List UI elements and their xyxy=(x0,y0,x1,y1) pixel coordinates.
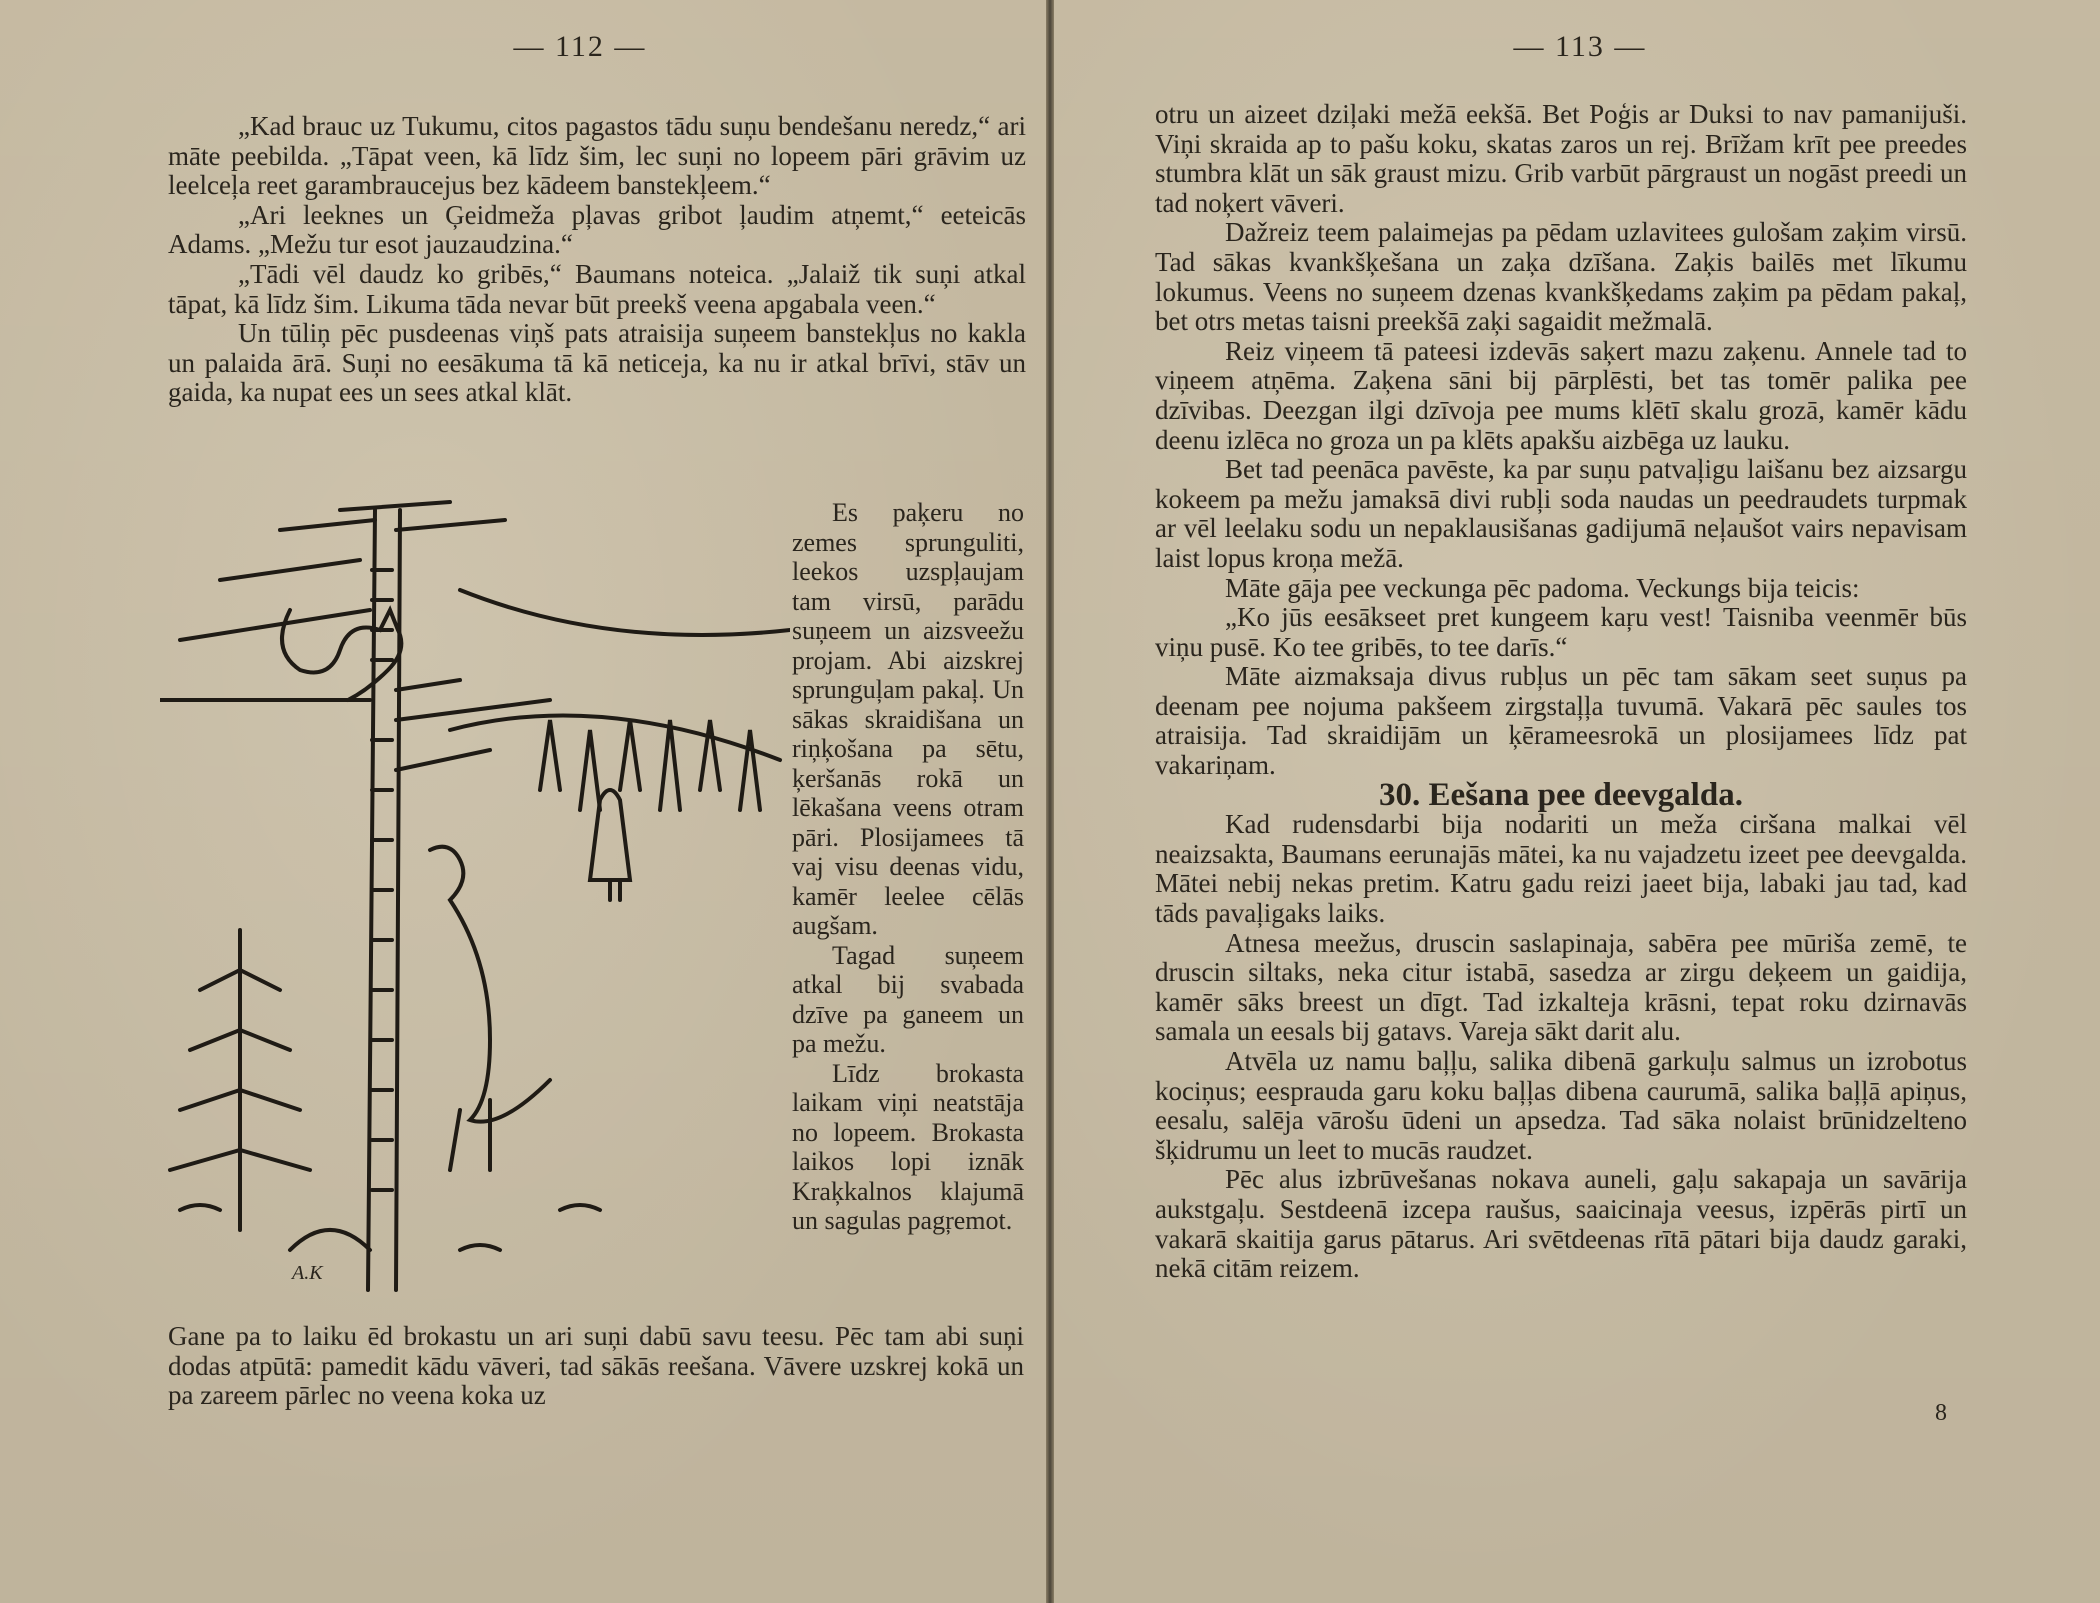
paragraph: Atnesa meežus, druscin saslapinaja, sabēra pee mūriša zemē, te druscin siltaks, neka citur istabā, sasedza ar zirgu deķeem un gaidija, kamēr sāks breest un dīgt. Tad izkalteja krāsni, tepat roku dzirnavās samala un eesals bij gatavs. Vareja sākt darit alu. xyxy=(1155,927,1967,1047)
paragraph: Un tūliņ pēc pusdeenas viņš pats atraisija suņeem banstekļus no kakla un palaida ārā. Suņi no eesākuma tā kā neticeja, ka nu ir atkal brīvi, stāv un gaida, ka nupat ees un sees atkal klāt. xyxy=(168,318,1026,408)
squirrel-dog-drawing xyxy=(160,490,790,1320)
paragraph: Māte aizmaksaja divus rubļus un pēc tam sākam seet suņus pa deenam pee nojuma pakšeem zirgstaļļa tuvumā. Vakarā pēc saules tos atraisija. Tad skraidijām un ķērameesrokā un plosijamees līdz pat vakariņam. xyxy=(1155,661,1967,781)
paragraph: Dažreiz teem palaimejas pa pēdam uzlavitees gulošam zaķim virsū. Tad sākas kvankšķešana un zaķa dzīšana. Zaķis bailēs met līkumu lokumus. Veens no suņeem dzenas kvankšķedams zaķim pa pēdam pakaļ, bet otrs metas taisni preekšā zaķi sagaidit mežmalā. xyxy=(1155,217,1967,337)
forest-illustration xyxy=(160,490,790,1320)
book-gutter xyxy=(1046,0,1054,1603)
paragraph: Es paķeru no zemes sprunguliti, leekos uzspļaujam tam virsū, parādu suņeem un aizsveežu projam. Abi aizskrej sprunguļam pakaļ. Un sākas skraidišana un riņķošana pa sētu, ķeršanās rokā un lēkašana veens otram pāri. Plosijamees tā vaj visu deenas vidu, kamēr leelee cēlās augšam. xyxy=(792,498,1024,940)
paragraph: Gane pa to laiku ēd brokastu un ari suņi dabū savu teesu. Pēc tam abi suņi dodas atpūtā: pamedit kādu vāveri, tad sākās reešana. Vāvere uzskrej kokā un pa zareem pārlec no veena koka uz xyxy=(168,1321,1024,1411)
page-number-right: — 113 — xyxy=(1513,30,1647,63)
left-top-text xyxy=(168,112,1026,408)
paragraph: Bet tad peenāca pavēste, ka par suņu patvaļigu laišanu bez aizsargu kokeem pa mežu jamaksā divi rubļi soda naudas un peedraudets turpmak ar vēl leelaku sodu un nepaklausišanas gadijumā neļaušot vairs nepavisam laist lopus kroņa mežā. xyxy=(1155,454,1967,573)
signature-mark: 8 xyxy=(1935,1400,1947,1426)
paragraph: „Kad brauc uz Tukumu, citos pagastos tādu suņu bendešanu neredz,“ ari māte peebilda. „Tāpat veen, kā līdz šim, lec suņi no lopeem pāri grāvim uz leelceļa reet garambraucejus bez kādeem banstekļeem.“ xyxy=(168,111,1026,201)
paragraph: „Tādi vēl daudz ko gribēs,“ Baumans noteica. „Jalaiž tik suņi atkal tāpat, kā līdz šim. Likuma tāda nevar būt preekš veena apgabala veen.“ xyxy=(168,258,1026,319)
paragraph: otru un aizeet dziļaki mežā eekšā. Bet Poģis ar Duksi to nav pamanijuši. Viņi skraida ap to pašu koku, skatas zaros un rej. Brīžam krīt pee preedes stumbra klāt un sāk graust mizu. Grib varbūt pārgraust un nogāst preedi un tad noķert vāveri. xyxy=(1155,99,1967,218)
illustration-signature: A.K xyxy=(292,1262,323,1284)
paragraph: „Ari leeknes un Ģeidmeža pļavas gribot ļaudim atņemt,“ eeteicās Adams. „Mežu tur esot jauzaudzina.“ xyxy=(168,199,1026,260)
paragraph: „Ko jūs eesākseet pret kungeem kaŗu vest! Taisniba veenmēr būs viņu pusē. Ko tee gribēs, to tee darīs.“ xyxy=(1155,602,1967,662)
paragraph: Pēc alus izbrūvešanas nokava auneli, gaļu sakapaja un savārija aukstgaļu. Sestdeenā izcepa raušus, saaicinaja veesus, izpērās pirtī un vakarā skaitija garus pātarus. Ari svētdeenas rītā pātari bija daudz garaki, nekā citām reizem. xyxy=(1155,1164,1967,1284)
paragraph: Reiz viņeem tā pateesi izdevās saķert mazu zaķenu. Annele tad to viņeem atņēma. Zaķena sāni bij pārplēsti, bet tas tomēr palika pee dzīvibas. Deezgan ilgi dzīvoja pee mums klētī skalu grozā, kamēr kādu deenu izlēca no groza un pa klēts apakšu aizbēga uz lauku. xyxy=(1155,335,1967,455)
paragraph: Māte gāja pee veckunga pēc padoma. Veckungs bija teicis: xyxy=(1225,572,1860,603)
left-bottom-text xyxy=(168,1322,1024,1411)
page-number-left: — 112 — xyxy=(513,30,647,63)
paragraph: Atvēla uz namu baļļu, salika dibenā garkuļu salmus un izrobotus kociņus; eesprauda garu koku baļļas dibena caurumā, salika baļļā apiņus, eesalu, salēja vārošu ūdeni un apsedza. Tad sāka nolaist brūnidzelteno šķidrumu un leet to mucās raudzet. xyxy=(1155,1046,1967,1165)
right-body-text xyxy=(1155,100,1967,1284)
paragraph: Līdz brokasta laikam viņi neatstāja no lopeem. Brokasta laikos lopi iznāk Kraķkalnos klajumā un sagulas pagŗemot. xyxy=(792,1058,1024,1235)
chapter-title: 30. Eešana pee deevgalda. xyxy=(1379,776,1743,813)
paragraph: Tagad suņeem atkal bij svabada dzīve pa ganeem un pa mežu. xyxy=(792,940,1024,1058)
left-side-text xyxy=(792,498,1024,1236)
paragraph: Kad rudensdarbi bija nodariti un meža ciršana malkai vēl neaizsakta, Baumans eerunajās mātei, ka nu vajadzetu izeet pee deevgalda. Mātei nebij nekas pretim. Katru gadu reizi jaeet bija, labaki jau tad, kad tāds pavaļigaks laiks. xyxy=(1155,809,1967,929)
